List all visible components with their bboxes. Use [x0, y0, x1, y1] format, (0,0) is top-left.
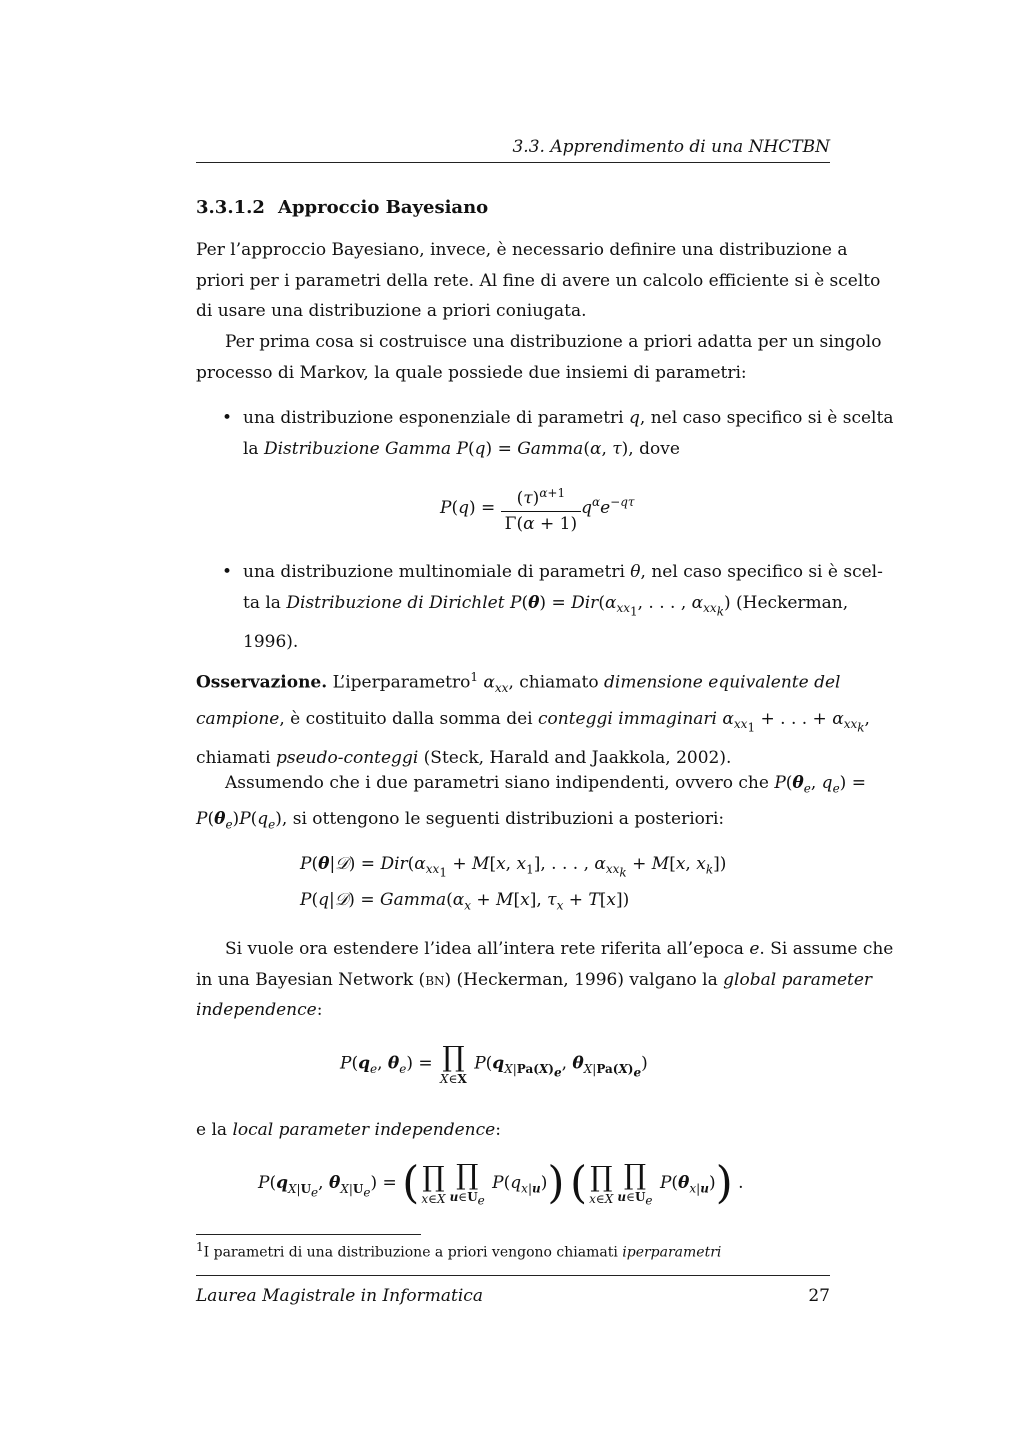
- section-heading: [196, 197, 488, 218]
- bullet-dot: •: [222, 562, 233, 582]
- dirichlet-formula-inline: $P(\theta) = Dir(\alpha_{xx_1}$, . . . , $\alpha_{xx_k}$): [509, 592, 731, 619]
- gamma-formula-inline: P(q) = Gamma(α, τ): [456, 438, 629, 459]
- equation-global-independence: $P(q_e$, $\theta_e$) = ∏ X∈X $P(q_{X|Pa(X)_e}$, $\theta_{X|Pa(X)_e}$): [340, 1040, 648, 1086]
- footnote: $^1$I parametri di una distribuzione a priori vengono chiamati iperparametri: [196, 1240, 722, 1261]
- footer-degree: Laurea Magistrale in Informatica: [196, 1286, 483, 1306]
- page-number: 27: [808, 1286, 830, 1306]
- gamma-distribution-term: Distribuzione Gamma: [263, 438, 452, 459]
- p1-line-1: Per l’approccio Bayesiano, invece, è necessario definire una distribuzione a: [196, 240, 848, 260]
- equation-gamma-density: P(q) = $\frac{(\tau)^{\alpha+1}}{\Gamma(\alpha + 1)}$ $q^\alpha e^{-q\tau}$: [440, 481, 635, 536]
- paragraph-4: Si vuole ora estendere l’idea all’intera rete riferita all’epoca e. Si assume che in una Bayesian Network (bn) (Heckerman, 1996) valgano la global parameter independence:: [196, 939, 894, 1020]
- bullet-dirichlet-text: una distribuzione multinomiale di parametri θ, nel caso specifico si è scel- ta la Distribuzione di Dirichlet $P(\theta) = Dir(\alpha_{xx_1}$, . . . , $\alpha_{xx_k}$) (Heckerman, 1996).: [243, 562, 883, 652]
- paragraph-5: e la local parameter independence:: [196, 1120, 501, 1140]
- bn-abbreviation: bn: [425, 969, 445, 990]
- observation-block: Osservazione. L’iperparametro$^1$ $\alpha_{xx}$, chiamato dimensione equivalente del campione, è costituito dalla somma dei conteggi immaginari $\alpha_{xx_1}$ + . . . + $\alpha_{xx_k}$, chiamati pseudo-conteggi (Steck, Harald and Jaakkola, 2002).: [196, 670, 870, 768]
- dirichlet-distribution-term: Distribuzione di Dirichlet: [286, 592, 505, 613]
- p2-line-2: processo di Markov, la quale possiede due insiemi di parametri:: [196, 362, 747, 383]
- footnote-number: 1: [196, 1240, 204, 1254]
- p1-line-2: priori per i parametri della rete. Al fine di avere un calcolo efficiente si è scelto: [196, 270, 881, 291]
- equation-local-independence: $P(q_{X|U_e}$, $\theta_{X|U_e}$) = ( ∏ x∈X ∏ $u\in U_e$ $P(q_{x|u})$) ( ∏ x∈X ∏ $u\in U_e$ $P(\theta_{x|u})$) .: [258, 1157, 744, 1209]
- p2-line-1: Per prima cosa si costruisce una distribuzione a priori adatta per un singolo: [225, 332, 882, 352]
- bullet-gamma: [196, 403, 894, 464]
- equation-posterior-q: P(q|𝒟) = $Gamma(\alpha_x + M[x]$, $\tau_x + T[x]$): [300, 890, 630, 913]
- running-header: 3.3. Apprendimento di una NHCTBN: [512, 137, 830, 157]
- section-title: Approccio Bayesiano: [278, 197, 489, 218]
- footnote-rule: [196, 1234, 421, 1235]
- paragraph-2: [196, 327, 882, 388]
- bullet-gamma-text: una distribuzione esponenziale di parametri q, nel caso specifico si è scelta la Distribuzione Gamma P(q) = Gamma(α, τ), dove: [243, 408, 894, 459]
- header-rule: [196, 162, 830, 163]
- observation-label: Osservazione.: [196, 672, 328, 693]
- section-number: 3.3.1.2: [196, 197, 265, 218]
- bullet-dirichlet: [196, 557, 883, 657]
- footer-rule: [196, 1275, 830, 1276]
- paragraph-3: Assumendo che i due parametri siano indipendenti, ovvero che $P(\theta_e$, $q_e$) = $P(\theta_e)P(q_e)$, si ottengono le seguenti distribuzioni a posteriori:: [196, 773, 866, 832]
- footnote-marker: 1: [470, 670, 478, 684]
- equation-posterior-theta: P(θ|𝒟) = $Dir(\alpha_{xx_1} + M[x$, $x_1$], . . . , $\alpha_{xx_k} + M[x$, $x_k$]): [300, 854, 727, 880]
- p1-line-3: di usare una distribuzione a priori coniugata.: [196, 301, 587, 321]
- bullet-dot: •: [222, 408, 233, 428]
- paragraph-1: [196, 235, 881, 327]
